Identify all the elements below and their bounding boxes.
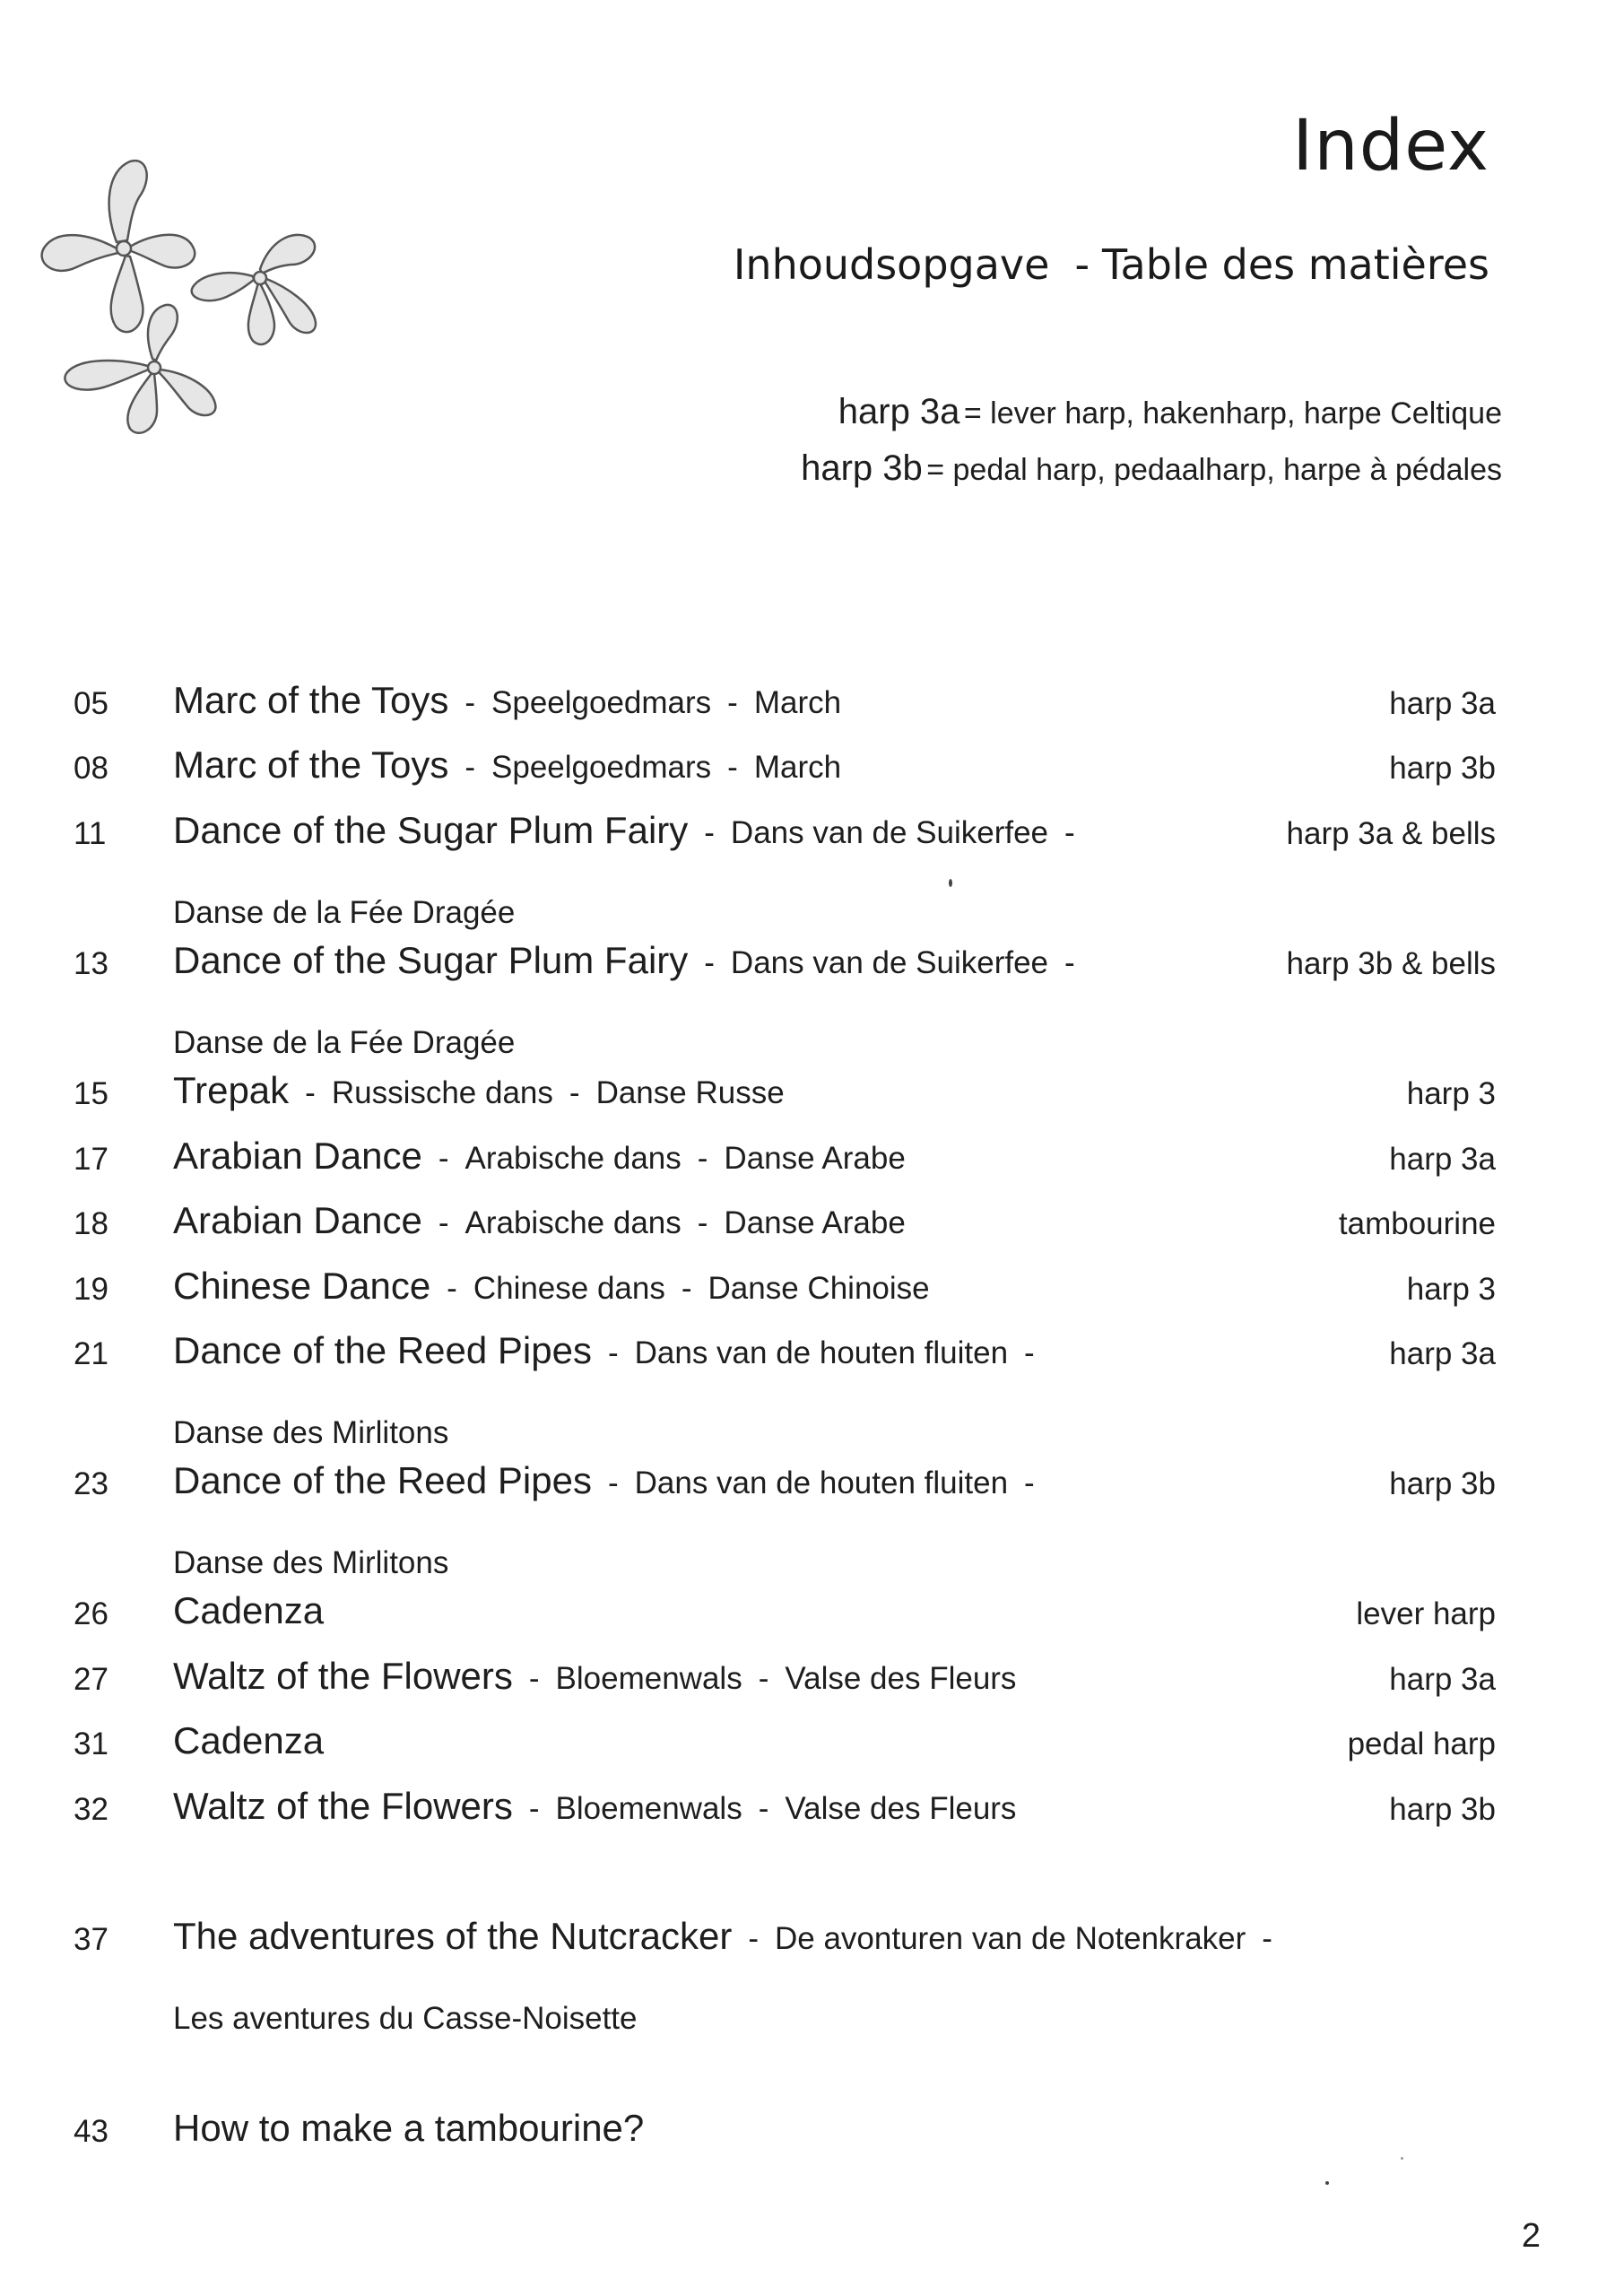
toc-title-translation: Danse Arabe: [724, 1141, 906, 1176]
toc-instrument: pedal harp: [1347, 1726, 1496, 1761]
toc-row: [0, 1124, 1615, 1188]
toc-row: [0, 1318, 1615, 1383]
toc-separator: -: [704, 815, 715, 850]
toc-separator: -: [607, 1465, 619, 1500]
toc-titles: [173, 2107, 644, 2150]
toc-title-english: Cadenza: [173, 1719, 325, 1761]
toc-row: [0, 1709, 1615, 1773]
toc-title-english: Marc of the Toys: [173, 744, 449, 786]
toc-title-translation: Danse Russe: [595, 1075, 785, 1110]
toc-title-english: Waltz of the Flowers: [173, 1655, 513, 1697]
toc-title-english: Trepak: [173, 1069, 290, 1111]
toc-page-number: 18: [74, 1206, 109, 1241]
toc-row: [0, 1774, 1615, 1839]
toc-row: [0, 1448, 1615, 1513]
toc-page-number: 15: [74, 1076, 109, 1111]
toc-titles: [173, 744, 841, 787]
toc-separator: -: [697, 1141, 708, 1176]
toc-instrument: harp 3a: [1389, 1142, 1496, 1177]
toc-separator: -: [528, 1791, 540, 1826]
toc-title-translation: Speelgoedmars: [491, 750, 712, 785]
toc-row: [0, 798, 1615, 863]
toc-separator: -: [465, 685, 476, 720]
toc-instrument: tambourine: [1338, 1206, 1496, 1241]
toc-title-translation: Bloemenwals: [555, 1791, 742, 1826]
toc-separator: -: [758, 1661, 769, 1696]
toc-separator: -: [758, 1791, 769, 1826]
toc-separator: -: [727, 685, 738, 720]
toc-page-number: 11: [74, 816, 107, 851]
subtitle-dash: -: [1074, 240, 1090, 289]
toc-title-translation: Dans van de Suikerfee: [730, 815, 1049, 850]
toc-row: [0, 1578, 1615, 1643]
toc-page-number: 23: [74, 1466, 109, 1501]
toc-title-english: Dance of the Sugar Plum Fairy: [173, 809, 689, 851]
toc-page-number: 26: [74, 1596, 109, 1631]
toc-page-number: 37: [74, 1922, 109, 1957]
toc-separator: -: [447, 1271, 457, 1306]
toc-title-english: The adventures of the Nutcracker: [173, 1915, 733, 1957]
toc-page-number: 17: [74, 1142, 109, 1177]
toc-title-translation: Valse des Fleurs: [785, 1661, 1017, 1696]
toc-title-translation: Dans van de houten fluiten: [634, 1335, 1009, 1370]
legend-description: = lever harp, hakenharp, harpe Celtique: [963, 396, 1502, 430]
toc-title-continuation: Danse des Mirlitons: [173, 1415, 449, 1450]
toc-separator: -: [438, 1141, 449, 1176]
toc-separator: -: [305, 1075, 316, 1110]
toc-title-continuation: Danse des Mirlitons: [173, 1545, 449, 1580]
toc-instrument: harp 3: [1406, 1272, 1496, 1307]
toc-title-translation: Chinese dans: [473, 1271, 665, 1306]
toc-titles: [173, 939, 1091, 982]
legend-code: harp 3a: [838, 392, 960, 431]
toc-row: [0, 733, 1615, 797]
toc-title-english: Chinese Dance: [173, 1265, 431, 1307]
toc-titles: [173, 1329, 1051, 1372]
toc-separator: -: [438, 1205, 449, 1240]
toc-instrument: lever harp: [1356, 1596, 1496, 1631]
toc-title-english: Waltz of the Flowers: [173, 1785, 513, 1827]
toc-titles: [173, 1199, 906, 1242]
toc-instrument: harp 3b & bells: [1286, 946, 1496, 981]
toc-separator: -: [727, 750, 738, 785]
toc-title-translation: Arabische dans: [465, 1205, 682, 1240]
toc-title-translation: Russische dans: [331, 1075, 553, 1110]
toc-title-translation: March: [753, 685, 842, 720]
toc-instrument: harp 3b: [1389, 1466, 1496, 1501]
toc-separator: -: [697, 1205, 708, 1240]
toc-separator: -: [1064, 945, 1075, 980]
toc-title-english: Marc of the Toys: [173, 679, 449, 721]
toc-separator: -: [607, 1335, 619, 1370]
toc-titles: [173, 1069, 785, 1112]
toc-titles: [173, 1915, 1289, 1958]
toc-separator: -: [1262, 1921, 1272, 1956]
toc-page-number: 21: [74, 1336, 109, 1371]
toc-title-translation: Dans van de Suikerfee: [730, 945, 1049, 980]
toc-page-number: 13: [74, 946, 109, 981]
toc-separator: -: [569, 1075, 580, 1110]
toc-title-english: Arabian Dance: [173, 1199, 422, 1241]
toc-titles: [173, 679, 841, 722]
page-title: Index: [1292, 106, 1489, 187]
toc-instrument: harp 3a & bells: [1286, 816, 1496, 851]
toc-titles: [173, 1265, 930, 1308]
toc-row: [0, 1188, 1615, 1253]
toc-separator: -: [704, 945, 715, 980]
toc-title-translation: Danse Chinoise: [708, 1271, 930, 1306]
toc-title-translation: March: [753, 750, 842, 785]
toc-titles: [173, 809, 1091, 852]
toc-title-translation: Arabische dans: [465, 1141, 682, 1176]
subtitle-french: Table des matières: [1102, 240, 1489, 289]
toc-title-english: How to make a tambourine?: [173, 2107, 645, 2149]
toc-separator: -: [465, 750, 476, 785]
toc-title-continuation: Danse de la Fée Dragée: [173, 1025, 516, 1060]
toc-separator: -: [1064, 815, 1075, 850]
toc-separator: -: [748, 1921, 759, 1956]
legend-description: = pedal harp, pedaalharp, harpe à pédales: [926, 453, 1502, 487]
toc-title-translation: Valse des Fleurs: [785, 1791, 1017, 1826]
toc-title-english: Dance of the Sugar Plum Fairy: [173, 939, 689, 981]
scan-speck: [1401, 2157, 1403, 2160]
toc-separator: -: [1024, 1465, 1035, 1500]
toc-row: [0, 668, 1615, 733]
toc-title-english: Cadenza: [173, 1589, 325, 1631]
toc-titles: [173, 1135, 906, 1178]
toc-title-translation: Speelgoedmars: [491, 685, 712, 720]
toc-page-number: 43: [74, 2114, 109, 2149]
toc-separator: -: [1024, 1335, 1035, 1370]
toc-titles: [173, 1459, 1051, 1502]
subtitle-dutch: Inhoudsopgave: [733, 240, 1050, 289]
toc-title-translation: Danse Arabe: [724, 1205, 906, 1240]
toc-title-english: Arabian Dance: [173, 1135, 422, 1177]
toc-separator: -: [681, 1271, 692, 1306]
toc-page-number: 27: [74, 1662, 109, 1697]
toc-row: [0, 928, 1615, 993]
toc-row: [0, 1254, 1615, 1318]
toc-separator: -: [528, 1661, 540, 1696]
toc-instrument: harp 3b: [1389, 751, 1496, 786]
toc-titles: [173, 1719, 324, 1762]
toc-page-number: 31: [74, 1726, 109, 1761]
toc-row: [0, 1058, 1615, 1123]
scan-speck: [1325, 2181, 1329, 2185]
toc-title-continuation: Les aventures du Casse-Noisette: [173, 2001, 638, 2036]
toc-titles: [173, 1655, 1016, 1698]
toc-row: [0, 1644, 1615, 1709]
legend-code: harp 3b: [801, 448, 923, 488]
scan-speck: [949, 879, 952, 887]
toc-instrument: harp 3b: [1389, 1792, 1496, 1827]
toc-title-translation: Bloemenwals: [555, 1661, 742, 1696]
toc-row: [0, 1904, 1615, 1969]
toc-title-translation: Dans van de houten fluiten: [634, 1465, 1009, 1500]
toc-page-number: 05: [74, 686, 109, 721]
toc-instrument: harp 3a: [1389, 1662, 1496, 1697]
toc-page-number: 19: [74, 1272, 109, 1307]
toc-titles: [173, 1785, 1016, 1828]
toc-titles: [173, 1589, 324, 1632]
toc-page-number: 08: [74, 751, 109, 786]
toc-row: [0, 2096, 1615, 2161]
toc-title-english: Dance of the Reed Pipes: [173, 1459, 592, 1501]
toc-title-translation: De avonturen van de Notenkraker: [774, 1921, 1246, 1956]
toc-instrument: harp 3a: [1389, 1336, 1496, 1371]
toc-instrument: harp 3a: [1389, 686, 1496, 721]
toc-instrument: harp 3: [1406, 1076, 1496, 1111]
toc-title-english: Dance of the Reed Pipes: [173, 1329, 592, 1371]
toc-page-number: 32: [74, 1792, 109, 1827]
toc-title-continuation: Danse de la Fée Dragée: [173, 895, 516, 930]
page-number: 2: [1521, 2217, 1541, 2255]
